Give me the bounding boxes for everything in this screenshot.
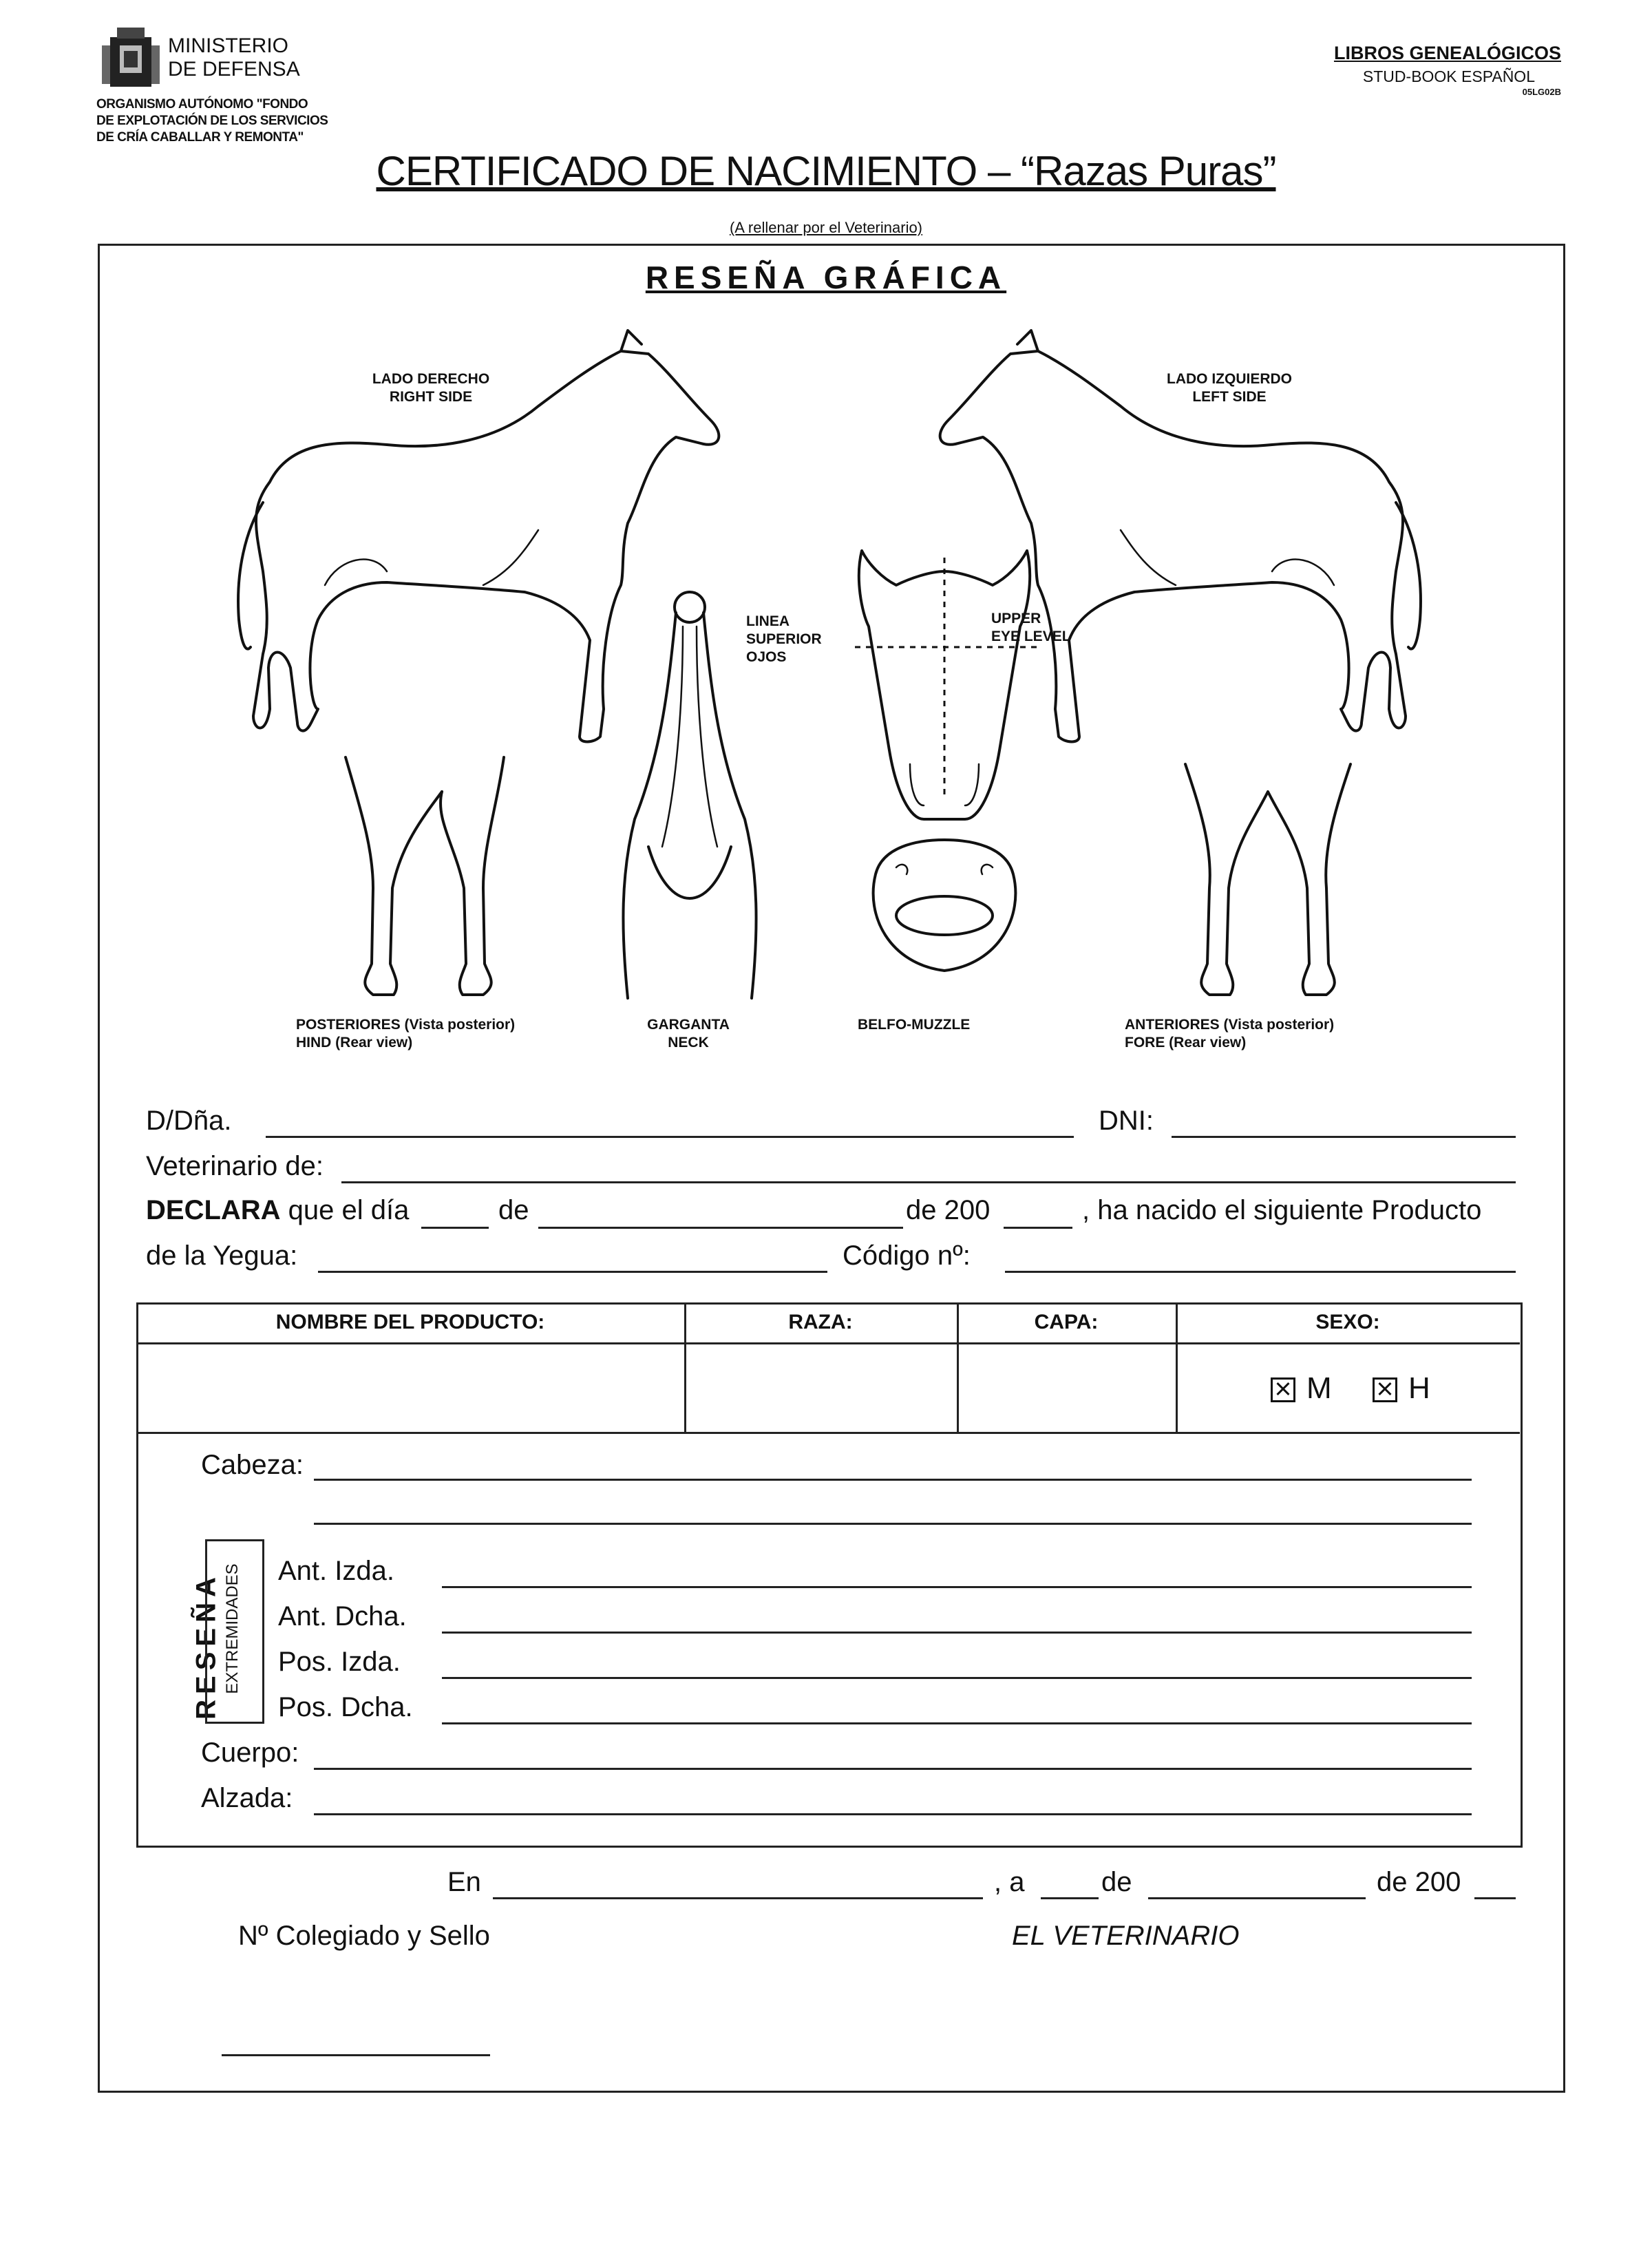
eye-en-1: UPPER (991, 611, 1041, 626)
pos-izda-label: Pos. Izda. (278, 1647, 401, 1677)
hind-legs-rear-drawing (346, 757, 504, 995)
alzada-field[interactable] (314, 1813, 1472, 1815)
eye-level-en (991, 610, 1071, 646)
footer-en-label: En (447, 1867, 481, 1897)
extremidades-label: EXTREMIDADES (223, 1563, 242, 1694)
head-front-drawing (855, 551, 1041, 819)
neck-en: NECK (668, 1035, 709, 1050)
ddna-label: D/Dña. (146, 1106, 232, 1136)
pos-dcha-label: Pos. Dcha. (278, 1692, 413, 1722)
cabeza-field-2[interactable] (314, 1523, 1472, 1525)
yegua-field[interactable] (318, 1271, 827, 1273)
codigo-label: Código nº: (843, 1240, 971, 1271)
neck-caption (640, 1016, 737, 1052)
page-title: CERTIFICADO DE NACIMIENTO – “Razas Puras” (376, 148, 1276, 194)
veterinario-de-field[interactable] (341, 1181, 1516, 1183)
footer-de-label: de (1101, 1867, 1132, 1897)
el-veterinario-label: EL VETERINARIO (1012, 1921, 1240, 1951)
col-capa-header: CAPA: (1034, 1311, 1099, 1333)
hind-caption (296, 1016, 515, 1052)
ddna-field[interactable] (266, 1136, 1074, 1138)
footer-a-label: , a (994, 1867, 1025, 1897)
declara-rest: que el día (288, 1195, 410, 1225)
eye-es-3: OJOS (746, 649, 787, 665)
dni-field[interactable] (1172, 1136, 1516, 1138)
sexo-m-option[interactable] (1271, 1371, 1332, 1406)
cabeza-field-1[interactable] (314, 1479, 1472, 1481)
pos-izda-field[interactable] (442, 1677, 1472, 1679)
dia-field[interactable] (421, 1227, 489, 1229)
codigo-field[interactable] (1005, 1271, 1516, 1273)
mes-field[interactable] (538, 1227, 903, 1229)
sexo-m-label: M (1306, 1371, 1332, 1405)
left-side-caption (1154, 370, 1305, 406)
capa-cell[interactable] (960, 1347, 1173, 1429)
libros-genealogicos: LIBROS GENEALÓGICOS (1333, 43, 1561, 63)
cuerpo-field[interactable] (314, 1768, 1472, 1770)
muzzle-caption: BELFO-MUZZLE (858, 1017, 971, 1033)
horse-diagrams (98, 324, 1561, 1026)
eye-es-2: SUPERIOR (746, 631, 822, 647)
resena-vertical-label: RESEÑA (191, 1572, 222, 1720)
eye-level-es (746, 613, 822, 666)
fore-legs-rear-drawing (1185, 764, 1351, 995)
ant-izda-field[interactable] (442, 1586, 1472, 1588)
alzada-label: Alzada: (201, 1783, 293, 1813)
cabeza-label: Cabeza: (201, 1450, 304, 1480)
hind-en: HIND (Rear view) (296, 1035, 413, 1050)
ministry-emblem-icon (96, 25, 165, 94)
left-side-en: LEFT SIDE (1192, 389, 1267, 405)
col-raza-header: RAZA: (788, 1311, 853, 1333)
pos-dcha-field[interactable] (442, 1722, 1472, 1724)
org-line-1: ORGANISMO AUTÓNOMO "FONDO (96, 97, 308, 112)
muzzle-drawing (873, 840, 1016, 971)
hind-es: POSTERIORES (Vista posterior) (296, 1017, 516, 1033)
neck-drawing (623, 592, 756, 998)
colegiado-number-field[interactable] (222, 2054, 490, 2056)
ant-dcha-label: Ant. Dcha. (278, 1601, 407, 1632)
col-sexo-header: SEXO: (1315, 1311, 1380, 1333)
right-side-es: LADO DERECHO (372, 371, 490, 387)
organism-name (96, 96, 328, 146)
footer-year-field[interactable] (1474, 1897, 1516, 1899)
footer-place-field[interactable] (493, 1897, 983, 1899)
left-side-es: LADO IZQUIERDO (1167, 371, 1292, 387)
colegiado-label: Nº Colegiado y Sello (238, 1921, 490, 1951)
org-line-3: DE CRÍA CABALLAR Y REMONTA" (96, 130, 304, 145)
ha-nacido-label: , ha nacido el siguiente Producto (1082, 1195, 1482, 1225)
table-header-rule (136, 1342, 1520, 1344)
form-code: 05LG02B (1522, 87, 1561, 97)
table-body-rule (136, 1432, 1520, 1434)
right-side-en: RIGHT SIDE (389, 389, 473, 405)
footer-month-field[interactable] (1148, 1897, 1366, 1899)
right-side-caption (362, 370, 500, 406)
fore-en: FORE (Rear view) (1125, 1035, 1247, 1050)
de-200-label: de 200 (906, 1195, 991, 1225)
veterinario-de-label: Veterinario de: (146, 1151, 324, 1181)
de-la-yegua-label: de la Yegua: (146, 1240, 298, 1271)
eye-en-2: EYE LEVEL (991, 629, 1071, 644)
checkbox-m-icon[interactable] (1271, 1377, 1295, 1402)
ant-dcha-field[interactable] (442, 1632, 1472, 1634)
declara-bold: DECLARA (146, 1195, 281, 1225)
ministry-line-1: MINISTERIO (168, 34, 289, 57)
col-nombre-header: NOMBRE DEL PRODUCTO: (275, 1311, 545, 1333)
sexo-h-option[interactable] (1373, 1371, 1430, 1406)
dni-label: DNI: (1099, 1106, 1154, 1136)
fore-caption (1125, 1016, 1334, 1052)
org-line-2: DE EXPLOTACIÓN DE LOS SERVICIOS (96, 114, 328, 128)
footer-de-200-label: de 200 (1377, 1867, 1461, 1897)
footer-day-field[interactable] (1041, 1897, 1099, 1899)
checkbox-h-icon[interactable] (1373, 1377, 1397, 1402)
eye-es-1: LINEA (746, 613, 790, 629)
fore-es: ANTERIORES (Vista posterior) (1125, 1017, 1335, 1033)
declara-line (146, 1195, 409, 1226)
neck-es: GARGANTA (647, 1017, 730, 1033)
sexo-h-label: H (1408, 1371, 1430, 1405)
ministry-line-2: DE DEFENSA (168, 58, 300, 81)
cuerpo-label: Cuerpo: (201, 1738, 299, 1768)
stud-book: STUD-BOOK ESPAÑOL (1362, 67, 1535, 85)
raza-cell[interactable] (687, 1347, 954, 1429)
resena-grafica-heading: RESEÑA GRÁFICA (645, 260, 1007, 295)
ministry-name (168, 34, 300, 81)
nombre-cell[interactable] (139, 1347, 681, 1429)
year-field[interactable] (1004, 1227, 1072, 1229)
ant-izda-label: Ant. Izda. (278, 1556, 394, 1586)
page-subtitle: (A rellenar por el Veterinario) (729, 219, 923, 236)
de-label: de (498, 1195, 529, 1225)
